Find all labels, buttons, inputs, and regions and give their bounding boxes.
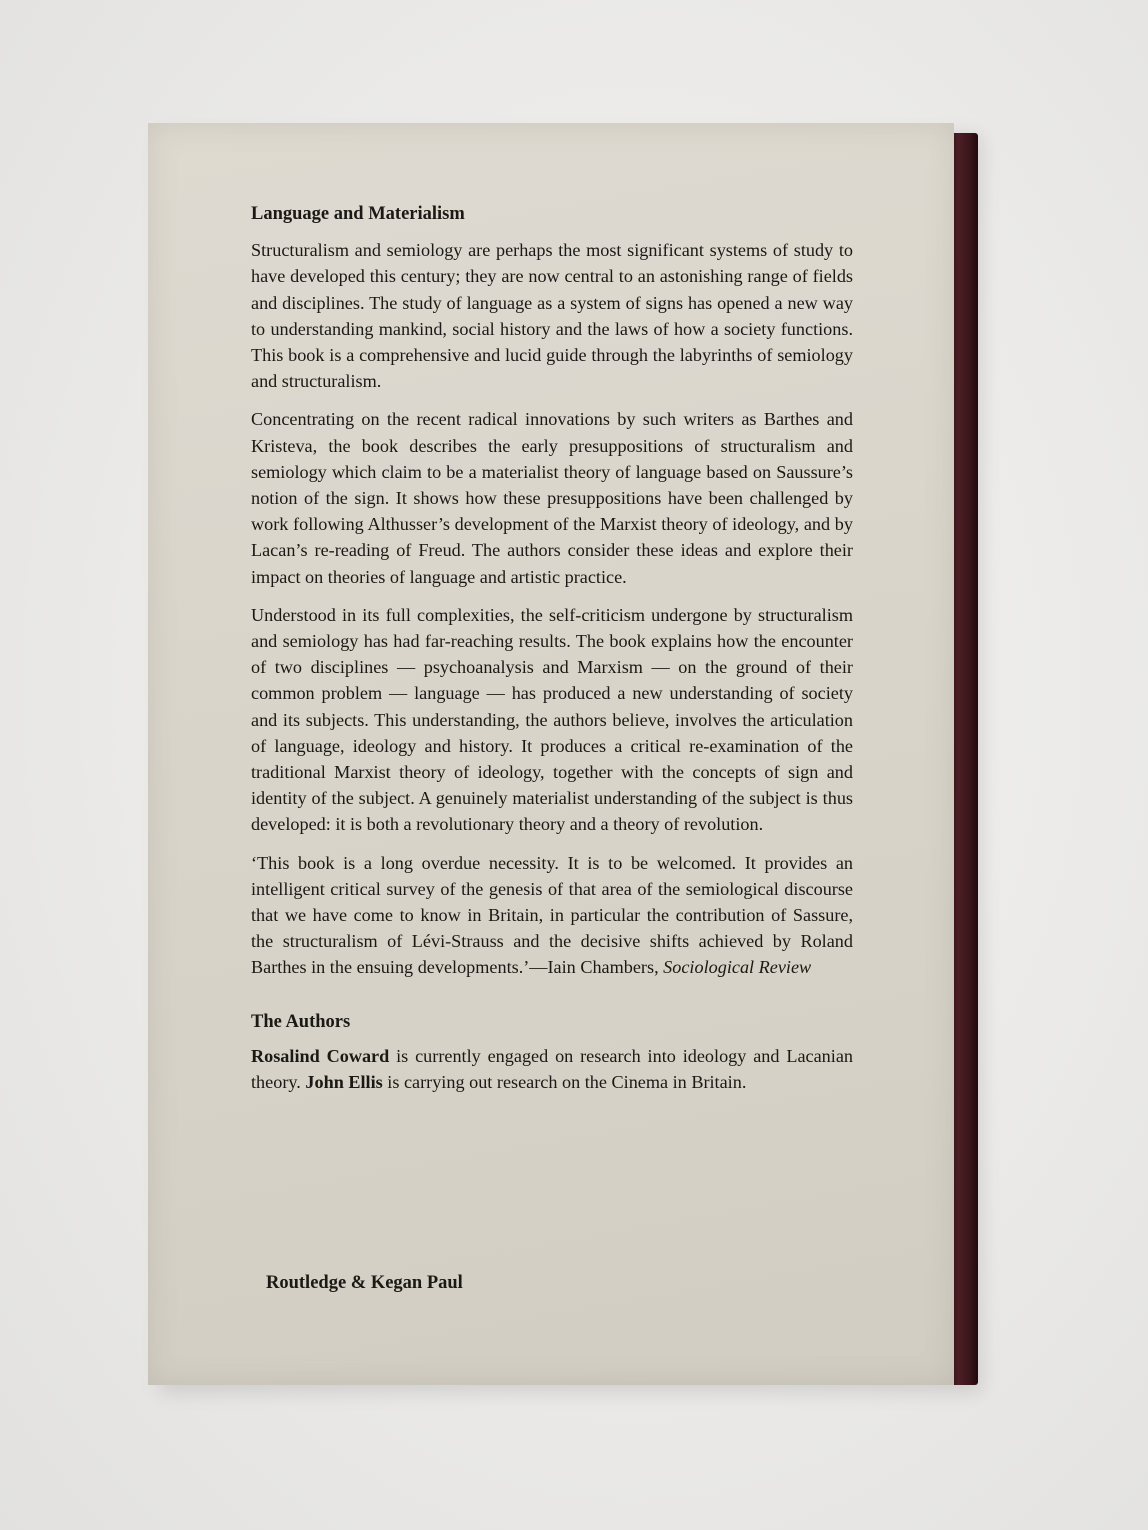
book-title: Language and Materialism [251, 204, 465, 224]
book [148, 123, 980, 1385]
authors-bio [251, 1043, 853, 1095]
author-bio-2: is carrying out research on the Cinema in Britain. [382, 1072, 747, 1093]
review-source: Sociological Review [663, 957, 812, 978]
publisher-name: Routledge & Kegan Paul [266, 1273, 463, 1293]
blurb-paragraph-3: Understood in its full complexities, the self-criticism undergone by structuralism and semiology has had far-reaching results. The book explains how the encounter of two disciplines — psychoanalysis and Marxism — on the ground of their common problem — language — has produced a new understanding of society and its subjects. This understanding, the authors believe, involves the articulation of language, ideology and history. It produces a critical re-examination of the traditional Marxist theory of ideology, together with the concepts of sign and identity of the subject. A genuinely materialist understanding of the subject is thus developed: it is both a revolutionary theory and a theory of revolution. [251, 604, 853, 835]
author-bio-1: is currently engaged on research into ideology and Lacanian theory. [251, 1045, 853, 1093]
author-name-1: Rosalind Coward [251, 1045, 390, 1066]
blurb [251, 201, 853, 1107]
authors-heading: The Authors [251, 1011, 351, 1032]
back-cover [148, 123, 954, 1385]
blurb-paragraph-2: Concentrating on the recent radical innovations by such writers as Barthes and Kristeva, the book describes the early presuppositions of structuralism and semiology which claim to be a materialist theory of language based on Saussure’s notion of the sign. It shows how these presuppositions have been challenged by work following Althusser’s development of the Marxist theory of ideology, and by Lacan’s re-reading of Freud. The authors consider these ideas and explore their impact on theories of language and artistic practice. [251, 409, 853, 587]
review-quote-text: ‘This book is a long overdue necessity. It is to be welcomed. It provides an intelligent critical survey of the genesis of that area of the semiological discourse that we have come to know in Britain, in particular the contribution of Sassure, the structuralism of Lévi-Strauss and the decisive shifts achieved by Roland Barthes in the ensuing developments.’—Iain Chambers, [251, 852, 853, 978]
review-quote [251, 850, 853, 981]
author-name-2: John Ellis [305, 1072, 383, 1093]
blurb-paragraph-1: Structuralism and semiology are perhaps the most significant systems of study to have developed this century; they are now central to an astonishing range of fields and disciplines. The study of language as a system of signs has opened a new way to understanding mankind, social history and the laws of how a society functions. This book is a comprehensive and lucid guide through the labyrinths of semiology and structuralism. [251, 240, 853, 392]
